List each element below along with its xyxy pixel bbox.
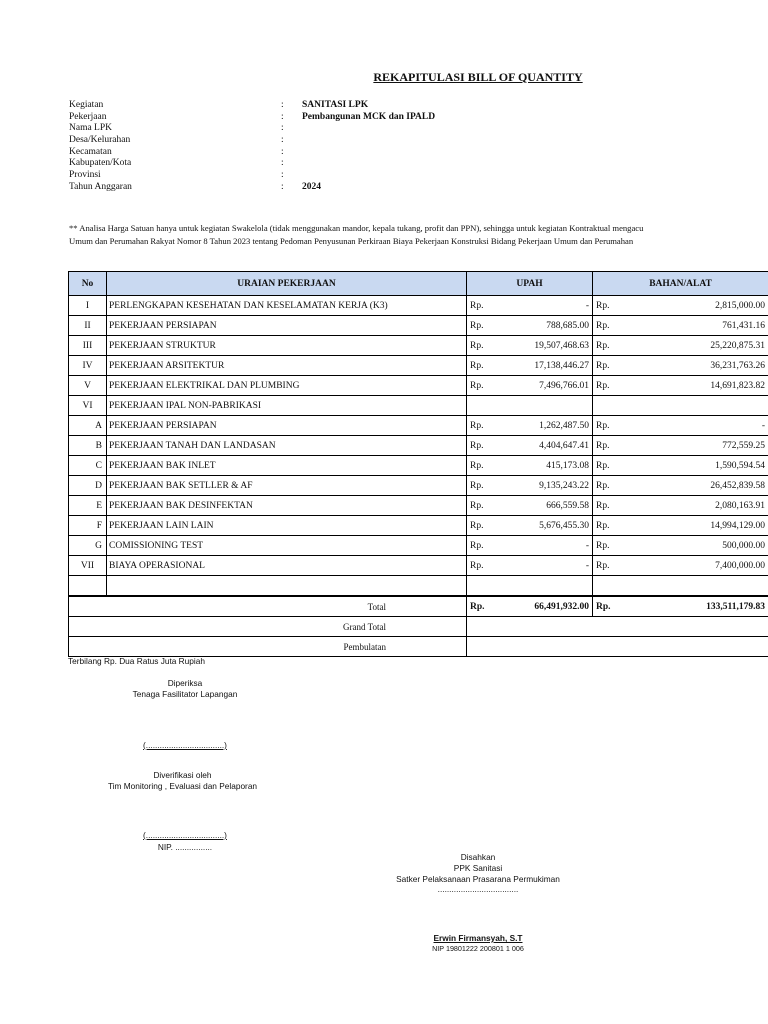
table-row xyxy=(69,556,768,576)
info-label: Kegiatan xyxy=(69,100,104,110)
table-row xyxy=(69,536,768,556)
row-no: III xyxy=(69,336,107,356)
table-row xyxy=(69,296,768,316)
row-desc: PEKERJAAN PERSIAPAN xyxy=(107,416,467,436)
row-bahan-currency: Rp. xyxy=(593,456,615,476)
row-bahan: 1,590,594.54 xyxy=(615,456,768,476)
row-bahan: 2,080,163.91 xyxy=(615,496,768,516)
row-upah: - xyxy=(489,556,593,576)
nip-blank: NIP. ................ xyxy=(157,842,213,852)
row-bahan: 7,400,000.00 xyxy=(615,556,768,576)
row-bahan-currency: Rp. xyxy=(593,336,615,356)
row-bahan-currency: Rp. xyxy=(593,496,615,516)
row-bahan-currency: Rp. xyxy=(593,296,615,316)
row-bahan xyxy=(615,396,768,416)
table-row xyxy=(69,476,768,496)
signature-dots: ................................... xyxy=(437,884,519,894)
signature-blank-2: (..................................) xyxy=(143,830,227,840)
info-colon: : xyxy=(281,111,284,122)
row-bahan: 14,994,129.00 xyxy=(615,516,768,536)
satker-label: Satker Pelaksanaan Prasarana Permukiman xyxy=(396,874,560,884)
grand-total-label: Grand Total xyxy=(69,617,467,637)
row-desc: PEKERJAAN LAIN LAIN xyxy=(107,516,467,536)
info-colon: : xyxy=(281,123,284,134)
info-colon: : xyxy=(281,158,284,169)
row-desc: PEKERJAAN BAK INLET xyxy=(107,456,467,476)
row-upah-currency: Rp. xyxy=(467,316,489,336)
row-upah-currency xyxy=(467,396,489,416)
row-upah-currency: Rp. xyxy=(467,536,489,556)
info-colon: : xyxy=(281,146,284,157)
info-label: Pekerjaan xyxy=(69,111,107,122)
row-desc: PEKERJAAN ARSITEKTUR xyxy=(107,356,467,376)
row-upah: 1,262,487.50 xyxy=(489,416,593,436)
row-bahan-currency: Rp. xyxy=(593,476,615,496)
table-row xyxy=(69,456,768,476)
row-bahan-currency: Rp. xyxy=(593,556,615,576)
tfl-label: Tenaga Fasilitator Lapangan xyxy=(132,689,238,699)
row-bahan: 761,431.16 xyxy=(615,316,768,336)
row-no: IV xyxy=(69,356,107,376)
row-desc: PEKERJAAN BAK DESINFEKTAN xyxy=(107,496,467,516)
info-value: SANITASI LPK xyxy=(302,100,369,110)
note-line-1: ** Analisa Harga Satuan hanya untuk kegiatan Swakelola (tidak menggunakan mandor, kepala tukang, profit dan PPN), sehingga untuk kegiatan Kontraktual mengacu xyxy=(69,223,644,233)
row-bahan: 500,000.00 xyxy=(615,536,768,556)
signer-nip: NIP 19801222 200801 1 006 xyxy=(432,944,524,953)
info-label: Provinsi xyxy=(69,170,101,181)
table-row xyxy=(69,316,768,336)
grand-total-row xyxy=(69,617,768,637)
row-upah: 9,135,243.22 xyxy=(489,476,593,496)
header-uraian: URAIAN PEKERJAAN xyxy=(107,272,467,296)
row-desc: PEKERJAAN BAK SETLLER & AF xyxy=(107,476,467,496)
row-desc: PERLENGKAPAN KESEHATAN DAN KESELAMATAN KERJA (K3) xyxy=(107,296,467,316)
header-no: No xyxy=(69,272,107,296)
total-bahan-currency: Rp. xyxy=(593,596,615,617)
total-upah-currency: Rp. xyxy=(467,596,489,617)
row-no: VII xyxy=(69,556,107,576)
row-upah: - xyxy=(489,536,593,556)
row-bahan-currency: Rp. xyxy=(593,316,615,336)
row-bahan-currency: Rp. xyxy=(593,436,615,456)
row-upah: 4,404,647.41 xyxy=(489,436,593,456)
row-desc: PEKERJAAN ELEKTRIKAL DAN PLUMBING xyxy=(107,376,467,396)
terbilang: Terbilang Rp. Dua Ratus Juta Rupiah xyxy=(68,656,205,666)
pembulatan-value xyxy=(467,637,768,657)
row-upah-currency: Rp. xyxy=(467,556,489,576)
info-label: Kabupaten/Kota xyxy=(69,158,132,169)
table-row xyxy=(69,356,768,376)
empty-row xyxy=(69,576,768,597)
row-bahan: 2,815,000.00 xyxy=(615,296,768,316)
row-no: G xyxy=(69,536,107,556)
row-no: II xyxy=(69,316,107,336)
row-desc: PEKERJAAN TANAH DAN LANDASAN xyxy=(107,436,467,456)
header-upah: UPAH xyxy=(467,272,593,296)
row-upah: 17,138,446.27 xyxy=(489,356,593,376)
info-label: Desa/Kelurahan xyxy=(69,135,131,146)
grand-total-value xyxy=(467,617,768,637)
row-bahan: 36,231,763.26 xyxy=(615,356,768,376)
info-colon: : xyxy=(281,135,284,146)
table-row xyxy=(69,396,768,416)
total-bahan: 133,511,179.83 xyxy=(615,596,768,617)
row-bahan-currency xyxy=(593,396,615,416)
row-bahan: 26,452,839.58 xyxy=(615,476,768,496)
row-no: B xyxy=(69,436,107,456)
row-upah-currency: Rp. xyxy=(467,436,489,456)
row-bahan-currency: Rp. xyxy=(593,516,615,536)
row-desc: COMISSIONING TEST xyxy=(107,536,467,556)
table-row xyxy=(69,516,768,536)
note-line-2: Umum dan Perumahan Rakyat Nomor 8 Tahun 2023 tentang Pedoman Penyusunan Perkiraan Biaya Pekerjaan Konstruksi Bidang Pekerjaan Umum dan Perumahan xyxy=(69,236,634,246)
row-upah-currency: Rp. xyxy=(467,336,489,356)
table-row xyxy=(69,416,768,436)
boq-table xyxy=(68,271,768,657)
row-bahan: 14,691,823.82 xyxy=(615,376,768,396)
row-upah xyxy=(489,396,593,416)
total-row xyxy=(69,596,768,617)
row-upah-currency: Rp. xyxy=(467,296,489,316)
row-upah-currency: Rp. xyxy=(467,476,489,496)
row-no: V xyxy=(69,376,107,396)
row-bahan-currency: Rp. xyxy=(593,376,615,396)
info-label: Tahun Anggaran xyxy=(69,181,132,192)
row-desc: PEKERJAAN IPAL NON-PABRIKASI xyxy=(107,396,467,416)
row-upah: 666,559.58 xyxy=(489,496,593,516)
disahkan-label: Disahkan xyxy=(460,852,496,862)
note xyxy=(69,222,643,248)
row-desc: PEKERJAAN PERSIAPAN xyxy=(107,316,467,336)
row-upah: 5,676,455.30 xyxy=(489,516,593,536)
table-header xyxy=(69,272,768,296)
table-row xyxy=(69,336,768,356)
diverifikasi-label: Diverifikasi oleh xyxy=(153,770,212,780)
row-bahan: - xyxy=(615,416,768,436)
signature-blank-1: (..................................) xyxy=(143,740,227,750)
row-upah-currency: Rp. xyxy=(467,516,489,536)
row-no: D xyxy=(69,476,107,496)
row-bahan-currency: Rp. xyxy=(593,416,615,436)
pembulatan-label: Pembulatan xyxy=(69,637,467,657)
row-no: C xyxy=(69,456,107,476)
table-row xyxy=(69,496,768,516)
row-upah: - xyxy=(489,296,593,316)
row-upah: 19,507,468.63 xyxy=(489,336,593,356)
info-colon: : xyxy=(281,181,284,192)
tim-label: Tim Monitoring , Evaluasi dan Pelaporan xyxy=(107,781,258,791)
signer-name: Erwin Firmansyah, S.T xyxy=(433,933,523,943)
total-label: Total xyxy=(69,596,467,617)
row-upah: 788,685.00 xyxy=(489,316,593,336)
row-no: F xyxy=(69,516,107,536)
row-desc: BIAYA OPERASIONAL xyxy=(107,556,467,576)
table-row xyxy=(69,436,768,456)
row-no: E xyxy=(69,496,107,516)
row-bahan: 772,559.25 xyxy=(615,436,768,456)
row-desc: PEKERJAAN STRUKTUR xyxy=(107,336,467,356)
header-bahan: BAHAN/ALAT xyxy=(593,272,768,296)
diperiksa-label: Diperiksa xyxy=(167,678,203,688)
info-label: Kecamatan xyxy=(69,146,112,157)
row-upah-currency: Rp. xyxy=(467,496,489,516)
row-no: A xyxy=(69,416,107,436)
pembulatan-row xyxy=(69,637,768,657)
row-bahan-currency: Rp. xyxy=(593,356,615,376)
info-value: Pembangunan MCK dan IPALD xyxy=(302,111,436,122)
info-label: Nama LPK xyxy=(69,123,113,134)
row-upah-currency: Rp. xyxy=(467,456,489,476)
info-colon: : xyxy=(281,170,284,181)
total-upah: 66,491,932.00 xyxy=(489,596,593,617)
ppk-label: PPK Sanitasi xyxy=(453,863,503,873)
table-row xyxy=(69,376,768,396)
row-bahan-currency: Rp. xyxy=(593,536,615,556)
row-upah-currency: Rp. xyxy=(467,356,489,376)
row-no: I xyxy=(69,296,107,316)
info-colon: : xyxy=(281,100,284,110)
row-upah: 415,173.08 xyxy=(489,456,593,476)
row-upah: 7,496,766.01 xyxy=(489,376,593,396)
row-bahan: 25,220,875.31 xyxy=(615,336,768,356)
document-title: REKAPITULASI BILL OF QUANTITY xyxy=(373,70,583,84)
row-no: VI xyxy=(69,396,107,416)
info-value: 2024 xyxy=(302,181,321,192)
row-upah-currency: Rp. xyxy=(467,376,489,396)
row-upah-currency: Rp. xyxy=(467,416,489,436)
